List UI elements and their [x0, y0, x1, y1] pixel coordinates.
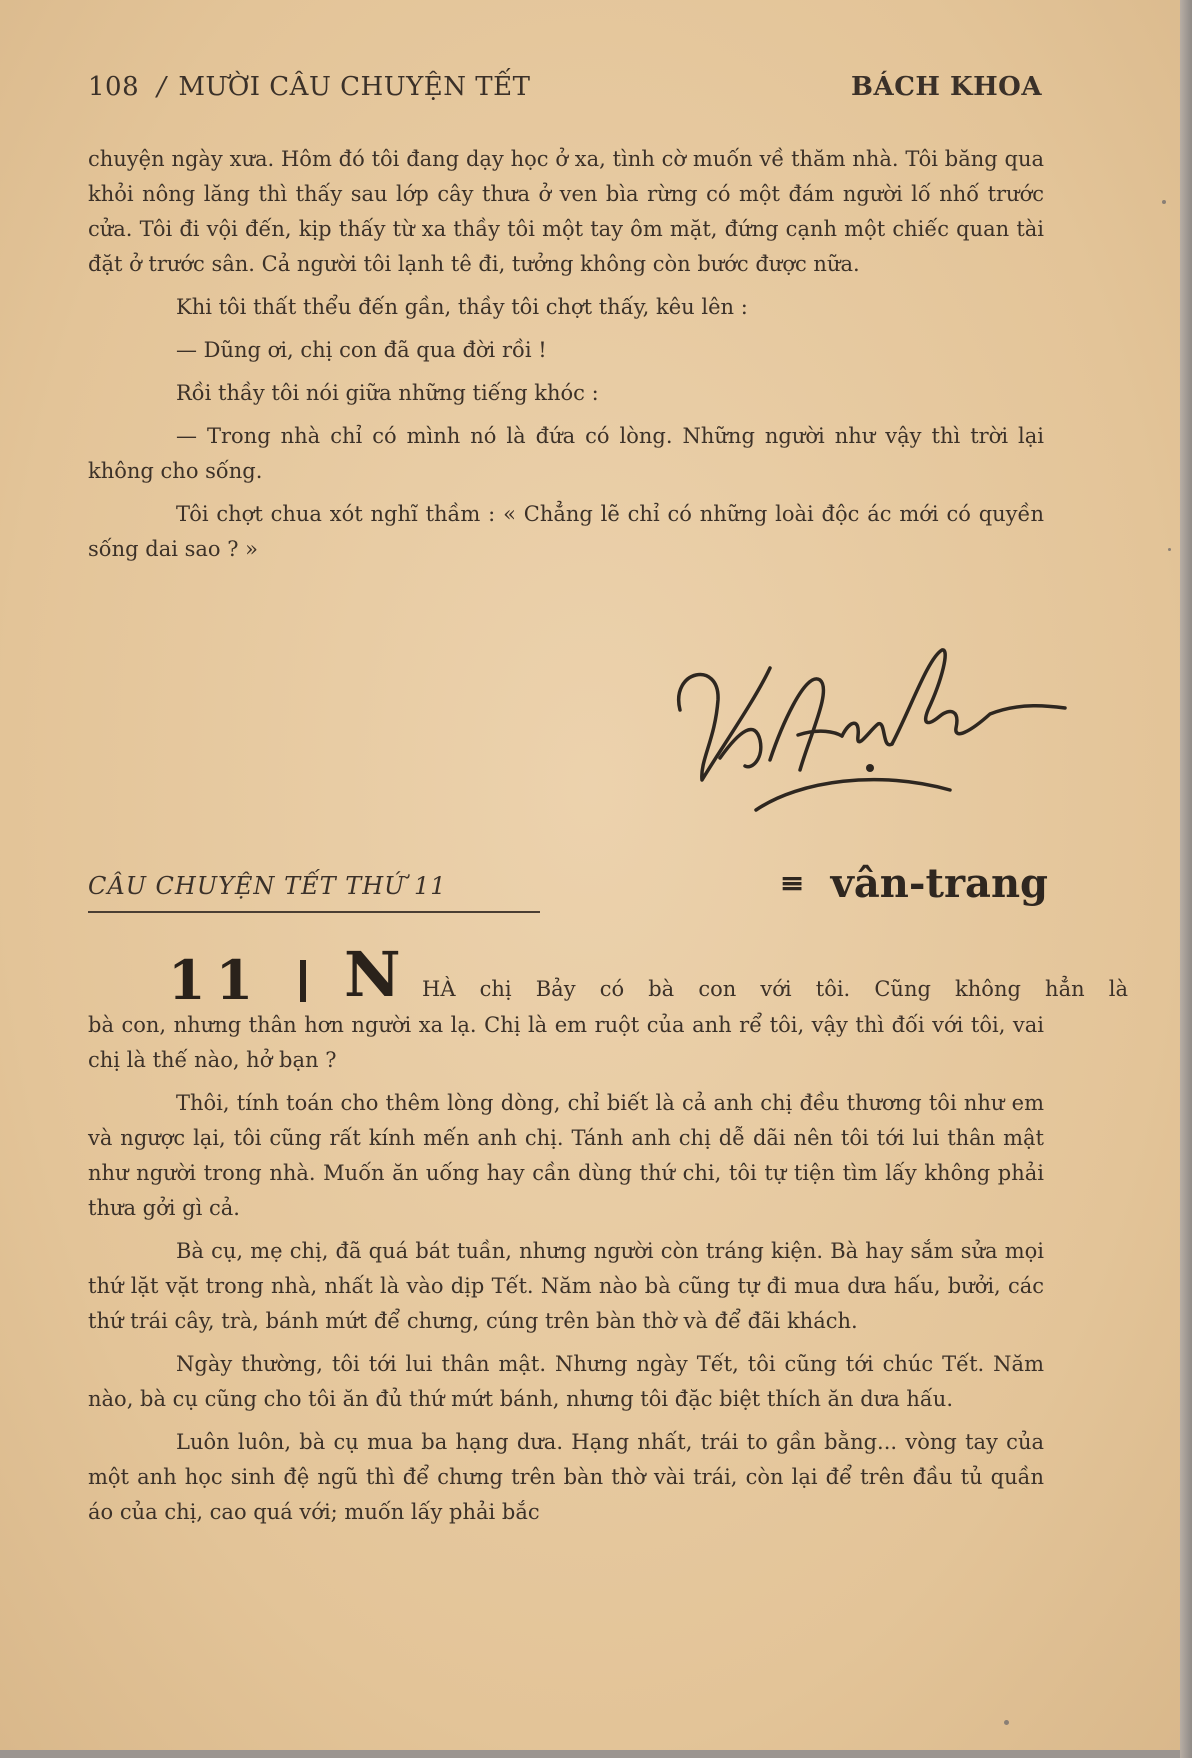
new-story-body [88, 1008, 1044, 1530]
paragraph: Tôi chợt chua xót nghĩ thầm : « Chẳng lẽ chỉ có những loài độc ác mới có quyền sống dai sao ? » [88, 502, 1044, 561]
paper-speck [1162, 200, 1166, 204]
handwritten-signature [660, 640, 1080, 840]
previous-story-ending [88, 142, 1044, 567]
dialogue-line: — Dũng ơi, chị con đã qua đời rồi ! [176, 338, 547, 362]
paragraph: Ngày thường, tôi tới lui thân mật. Nhưng ngày Tết, tôi cũng tới chúc Tết. Năm nào, bà cụ cũng cho tôi ăn đủ thứ mứt bánh, nhưng tôi đặc biệt thích ăn dưa hấu. [88, 1352, 1044, 1411]
paragraph: Bà cụ, mẹ chị, đã quá bát tuần, nhưng người còn tráng kiện. Bà hay sắm sửa mọi thứ lặt vặt trong nhà, nhất là vào dịp Tết. Năm nào bà cũng tự đi mua dưa hấu, bưởi, các thứ trái cây, trà, bánh mứt để chưng, cúng trên bàn thờ và để đãi khách. [88, 1239, 1044, 1333]
paragraph: bà con, nhưng thân hơn người xa lạ. Chị là em ruột của anh rể tôi, vậy thì đối với tôi, vai chị là thế nào, hở bạn ? [88, 1013, 1044, 1072]
page-number: 108 [88, 72, 140, 102]
first-line: HÀ chị Bảy có bà con với tôi. Cũng không hẳn là [422, 977, 1128, 1001]
paragraph: Luôn luôn, bà cụ mua ba hạng dưa. Hạng nhất, trái to gần bằng... vòng tay của một anh học sinh đệ ngũ thì để chưng trên bàn thờ vài trái, còn lại để trên đầu tủ quần áo của chị, cao quá với; muốn lấy phải bắc [88, 1430, 1044, 1524]
paper-speck [1004, 1720, 1009, 1725]
scanner-edge [1180, 0, 1192, 1758]
magazine-name: BÁCH KHOA [851, 72, 1042, 102]
chapter-divider [300, 960, 306, 1002]
paper-speck [1168, 548, 1171, 551]
paragraph: Rồi thầy tôi nói giữa những tiếng khóc : [176, 381, 599, 405]
paragraph: Khi tôi thất thểu đến gần, thầy tôi chợt thấy, kêu lên : [176, 295, 748, 319]
chapter-number: 11 [168, 948, 264, 1012]
section-title: MƯỜI CÂU CHUYỆN TẾT [178, 72, 531, 102]
header-left [88, 72, 530, 102]
header-separator: / [157, 72, 167, 102]
story-heading [88, 860, 1048, 920]
author-byline [779, 860, 1048, 907]
title-underline [88, 911, 540, 913]
story-title: CÂU CHUYỆN TẾT THỨ 11 [88, 872, 447, 900]
paragraph: chuyện ngày xưa. Hôm đó tôi đang dạy học ở xa, tình cờ muốn về thăm nhà. Tôi băng qua khỏi nông lăng thì thấy sau lớp cây thưa ở ven bìa rừng có một đám người lố nhố trước cửa. Tôi đi vội đến, kịp thấy từ xa thầy tôi một tay ôm mặt, đứng cạnh một chiếc quan tài đặt ở trước sân. Cả người tôi lạnh tê đi, tưởng không còn bước được nữa. [88, 147, 1044, 276]
paragraph: Thôi, tính toán cho thêm lòng dòng, chỉ biết là cả anh chị đều thương tôi như em và ngược lại, tôi cũng rất kính mến anh chị. Tánh anh chị dễ dãi nên tôi tới lui thân mật như người trong nhà. Muốn ăn uống hay cần dùng thứ chi, tôi tự tiện tìm lấy không phải thưa gởi gì cả. [88, 1091, 1044, 1220]
dialogue-line: — Trong nhà chỉ có mình nó là đứa có lòng. Những người như vậy thì trời lại không cho sống. [88, 424, 1044, 483]
byline-mark: ≡ [779, 866, 805, 901]
author-name: vân-trang [830, 860, 1048, 907]
drop-cap: N [344, 938, 401, 1011]
